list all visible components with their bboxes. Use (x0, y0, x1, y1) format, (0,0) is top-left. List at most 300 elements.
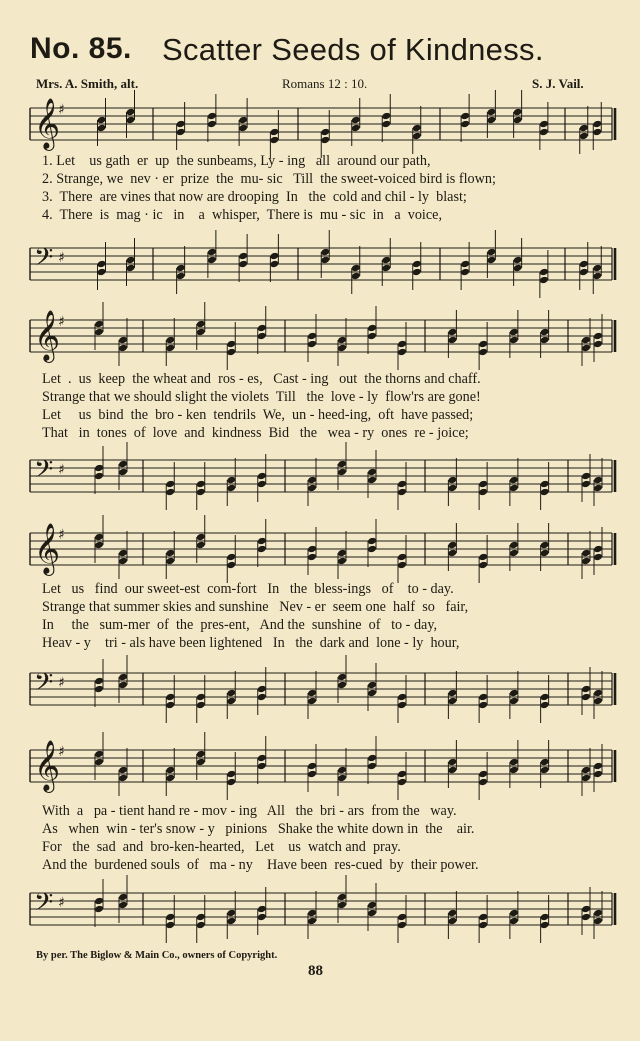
note-head-icon (478, 913, 488, 922)
note-head-icon (447, 484, 457, 493)
note-head-icon (540, 693, 550, 702)
note-head-icon (337, 901, 347, 910)
note-head-icon (478, 553, 488, 562)
note-head-icon (94, 897, 104, 906)
note-head-icon (196, 488, 206, 497)
sharp-icon: ♯ (58, 314, 65, 330)
note-head-icon (581, 774, 591, 783)
note-head-icon (351, 264, 361, 273)
bass-clef-icon: 𝄢 (34, 668, 54, 703)
note-head-icon (196, 480, 206, 489)
note-head-icon (478, 701, 488, 710)
note-head-icon (412, 124, 422, 133)
note-head-icon (118, 557, 128, 566)
note-head-icon (207, 120, 217, 129)
note-head-icon (447, 909, 457, 918)
bass-staff-1 (0, 240, 640, 290)
note-head-icon (118, 774, 128, 783)
note-head-icon (118, 901, 128, 910)
note-head-icon (593, 476, 603, 485)
lyric-line: In the sum-mer of the pres-ent, And the sunshine of to - day, (42, 617, 438, 633)
note-head-icon (94, 533, 104, 542)
note-head-icon (196, 758, 206, 767)
note-head-icon (337, 549, 347, 558)
note-head-icon (94, 905, 104, 914)
note-head-icon (509, 689, 519, 698)
note-head-icon (539, 120, 549, 129)
note-head-icon (257, 693, 267, 702)
note-head-icon (593, 545, 603, 554)
note-head-icon (238, 116, 248, 125)
note-head-icon (118, 766, 128, 775)
note-head-icon (196, 750, 206, 759)
note-head-icon (207, 256, 217, 265)
note-head-icon (269, 260, 279, 269)
note-head-icon (513, 256, 523, 265)
note-head-icon (165, 488, 175, 497)
note-head-icon (447, 328, 457, 337)
note-head-icon (367, 476, 377, 485)
note-head-icon (478, 770, 488, 779)
note-head-icon (581, 472, 591, 481)
note-head-icon (351, 116, 361, 125)
note-head-icon (118, 681, 128, 690)
sharp-icon: ♯ (58, 527, 65, 543)
note-head-icon (165, 921, 175, 930)
note-head-icon (126, 264, 136, 273)
note-head-icon (337, 336, 347, 345)
note-head-icon (539, 276, 549, 285)
note-head-icon (238, 252, 248, 261)
note-head-icon (196, 533, 206, 542)
note-head-icon (320, 248, 330, 257)
note-head-icon (581, 766, 591, 775)
lyric-line: That in tones of love and kindness Bid the wea - ry ones re - joice; (42, 425, 469, 441)
note-head-icon (579, 132, 589, 141)
note-head-icon (486, 108, 496, 117)
note-head-icon (539, 128, 549, 137)
note-head-icon (94, 464, 104, 473)
bass-staff-3 (0, 665, 640, 715)
note-head-icon (226, 561, 236, 570)
note-head-icon (397, 913, 407, 922)
note-head-icon (307, 484, 317, 493)
note-head-icon (581, 549, 591, 558)
author-credit: Mrs. A. Smith, alt. (36, 76, 139, 91)
note-head-icon (592, 272, 602, 281)
note-head-icon (257, 472, 267, 481)
lyric-line: 2. Strange, we nev · er prize the mu- sic Till the sweet-voiced bird is flown; (42, 171, 496, 187)
note-head-icon (367, 689, 377, 698)
note-head-icon (196, 541, 206, 550)
note-head-icon (509, 766, 519, 775)
note-head-icon (593, 909, 603, 918)
note-head-icon (269, 136, 279, 145)
lyric-line: Strange that we should slight the violets Till the love - ly flow'rs are gone! (42, 389, 481, 405)
note-head-icon (486, 116, 496, 125)
note-head-icon (307, 770, 317, 779)
note-head-icon (118, 460, 128, 469)
note-head-icon (126, 256, 136, 265)
note-head-icon (94, 541, 104, 550)
note-head-icon (592, 120, 602, 129)
note-head-icon (176, 272, 186, 281)
note-head-icon (307, 545, 317, 554)
hymn-title: Scatter Seeds of Kindness. (162, 32, 544, 67)
note-head-icon (513, 116, 523, 125)
note-head-icon (257, 913, 267, 922)
note-head-icon (307, 917, 317, 926)
note-head-icon (412, 268, 422, 277)
note-head-icon (257, 324, 267, 333)
note-head-icon (337, 673, 347, 682)
note-head-icon (581, 685, 591, 694)
note-head-icon (257, 905, 267, 914)
lyric-line: Let us bind the bro - ken tendrils We, un - heed-ing, oft have passed; (42, 407, 474, 423)
note-head-icon (226, 348, 236, 357)
hymn-number: No. 85. (30, 32, 132, 65)
note-head-icon (593, 484, 603, 493)
note-head-icon (381, 264, 391, 273)
note-head-icon (367, 545, 377, 554)
note-head-icon (397, 921, 407, 930)
note-head-icon (509, 758, 519, 767)
lyric-line: And the burdened souls of ma - ny Have been res-cued by their power. (42, 857, 479, 873)
note-head-icon (478, 348, 488, 357)
note-head-icon (540, 766, 550, 775)
sharp-icon: ♯ (58, 675, 65, 691)
note-head-icon (126, 116, 136, 125)
note-head-icon (94, 758, 104, 767)
note-head-icon (126, 108, 136, 117)
copyright-notice: By per. The Biglow & Main Co., owners of Copyright. (36, 950, 278, 961)
bass-staff-2 (0, 452, 640, 502)
bass-clef-icon: 𝄢 (34, 455, 54, 490)
note-head-icon (509, 549, 519, 558)
note-head-icon (579, 124, 589, 133)
note-head-icon (97, 260, 107, 269)
note-head-icon (196, 693, 206, 702)
note-head-icon (397, 561, 407, 570)
note-head-icon (337, 344, 347, 353)
lyric-line: As when win - ter's snow - y pinions Shake the white down in the air. (42, 821, 475, 837)
note-head-icon (337, 774, 347, 783)
note-head-icon (593, 689, 603, 698)
note-head-icon (337, 766, 347, 775)
note-head-icon (307, 697, 317, 706)
note-head-icon (367, 332, 377, 341)
note-head-icon (337, 893, 347, 902)
note-head-icon (593, 917, 603, 926)
note-head-icon (307, 340, 317, 349)
note-head-icon (257, 762, 267, 771)
note-head-icon (581, 693, 591, 702)
note-head-icon (540, 701, 550, 710)
note-head-icon (337, 468, 347, 477)
note-head-icon (478, 561, 488, 570)
bass-clef-icon: 𝄢 (34, 243, 54, 278)
note-head-icon (540, 541, 550, 550)
lyric-line: Let . us keep the wheat and ros - es, Cast - ing out the thorns and chaff. (42, 371, 481, 387)
note-head-icon (509, 541, 519, 550)
note-head-icon (351, 272, 361, 281)
note-head-icon (486, 248, 496, 257)
note-head-icon (97, 116, 107, 125)
note-head-icon (478, 340, 488, 349)
note-head-icon (165, 344, 175, 353)
note-head-icon (509, 328, 519, 337)
note-head-icon (257, 537, 267, 546)
note-head-icon (478, 921, 488, 930)
note-head-icon (320, 136, 330, 145)
note-head-icon (540, 480, 550, 489)
composer-credit: S. J. Vail. (532, 76, 584, 91)
note-head-icon (320, 256, 330, 265)
note-head-icon (367, 324, 377, 333)
note-head-icon (118, 344, 128, 353)
lyric-line: 4. There is mag · ic in a whisper, There is mu - sic in a voice, (42, 207, 442, 223)
note-head-icon (367, 537, 377, 546)
note-head-icon (238, 124, 248, 133)
note-head-icon (94, 320, 104, 329)
note-head-icon (165, 549, 175, 558)
note-head-icon (581, 336, 591, 345)
note-head-icon (118, 893, 128, 902)
note-head-icon (540, 328, 550, 337)
note-head-icon (460, 268, 470, 277)
note-head-icon (581, 344, 591, 353)
note-head-icon (207, 248, 217, 257)
note-head-icon (165, 693, 175, 702)
sharp-icon: ♯ (58, 744, 65, 760)
note-head-icon (257, 480, 267, 489)
note-head-icon (581, 905, 591, 914)
note-head-icon (397, 693, 407, 702)
note-head-icon (226, 553, 236, 562)
note-head-icon (165, 336, 175, 345)
bass-clef-icon: 𝄢 (34, 888, 54, 923)
note-head-icon (226, 689, 236, 698)
note-head-icon (94, 328, 104, 337)
note-head-icon (447, 336, 457, 345)
note-head-icon (581, 480, 591, 489)
note-head-icon (165, 557, 175, 566)
note-head-icon (269, 128, 279, 137)
note-head-icon (196, 913, 206, 922)
note-head-icon (257, 545, 267, 554)
note-head-icon (540, 758, 550, 767)
note-head-icon (165, 701, 175, 710)
bass-staff-4 (0, 885, 640, 935)
note-head-icon (320, 128, 330, 137)
treble-staff-2 (0, 312, 640, 362)
note-head-icon (196, 701, 206, 710)
note-head-icon (486, 256, 496, 265)
note-head-icon (226, 476, 236, 485)
note-head-icon (165, 774, 175, 783)
note-head-icon (397, 701, 407, 710)
note-head-icon (509, 917, 519, 926)
note-head-icon (381, 256, 391, 265)
note-head-icon (447, 766, 457, 775)
note-head-icon (540, 488, 550, 497)
note-head-icon (447, 697, 457, 706)
note-head-icon (381, 112, 391, 121)
note-head-icon (397, 488, 407, 497)
note-head-icon (94, 685, 104, 694)
note-head-icon (539, 268, 549, 277)
note-head-icon (176, 128, 186, 137)
treble-clef-icon: 𝄞 (34, 523, 61, 574)
note-head-icon (593, 697, 603, 706)
note-head-icon (118, 673, 128, 682)
sharp-icon: ♯ (58, 250, 65, 266)
note-head-icon (592, 128, 602, 137)
note-head-icon (509, 336, 519, 345)
note-head-icon (509, 476, 519, 485)
note-head-icon (207, 112, 217, 121)
note-head-icon (509, 909, 519, 918)
note-head-icon (447, 549, 457, 558)
note-head-icon (593, 340, 603, 349)
note-head-icon (165, 913, 175, 922)
note-head-icon (460, 260, 470, 269)
note-head-icon (412, 260, 422, 269)
note-head-icon (367, 754, 377, 763)
note-head-icon (460, 120, 470, 129)
lyric-line: Let us find our sweet-est com-fort In the bless-ings of to - day. (42, 581, 454, 597)
note-head-icon (367, 901, 377, 910)
note-head-icon (226, 917, 236, 926)
note-head-icon (478, 693, 488, 702)
note-head-icon (94, 750, 104, 759)
note-head-icon (593, 762, 603, 771)
note-head-icon (397, 348, 407, 357)
note-head-icon (226, 909, 236, 918)
note-head-icon (397, 778, 407, 787)
note-head-icon (540, 921, 550, 930)
note-head-icon (592, 264, 602, 273)
sharp-icon: ♯ (58, 895, 65, 911)
note-head-icon (97, 124, 107, 133)
note-head-icon (412, 132, 422, 141)
note-head-icon (307, 332, 317, 341)
note-head-icon (447, 476, 457, 485)
treble-staff-1 (0, 100, 640, 150)
note-head-icon (307, 553, 317, 562)
treble-clef-icon: 𝄞 (34, 310, 61, 361)
note-head-icon (351, 124, 361, 133)
note-head-icon (257, 332, 267, 341)
note-head-icon (478, 778, 488, 787)
note-head-icon (540, 336, 550, 345)
note-head-icon (307, 476, 317, 485)
note-head-icon (593, 770, 603, 779)
note-head-icon (447, 541, 457, 550)
note-head-icon (165, 766, 175, 775)
note-head-icon (307, 762, 317, 771)
note-head-icon (367, 909, 377, 918)
note-head-icon (94, 677, 104, 686)
note-head-icon (226, 340, 236, 349)
note-head-icon (460, 112, 470, 121)
note-head-icon (381, 120, 391, 129)
note-head-icon (367, 468, 377, 477)
treble-staff-3 (0, 525, 640, 575)
note-head-icon (579, 260, 589, 269)
lyric-line: 1. Let us gath er up the sunbeams, Ly - ing all around our path, (42, 153, 431, 169)
note-head-icon (307, 909, 317, 918)
note-head-icon (196, 328, 206, 337)
note-head-icon (226, 778, 236, 787)
note-head-icon (447, 917, 457, 926)
note-head-icon (165, 480, 175, 489)
note-head-icon (540, 549, 550, 558)
note-head-icon (118, 336, 128, 345)
note-head-icon (397, 480, 407, 489)
treble-clef-icon: 𝄞 (34, 98, 61, 149)
note-head-icon (478, 488, 488, 497)
note-head-icon (94, 472, 104, 481)
note-head-icon (269, 252, 279, 261)
note-head-icon (226, 484, 236, 493)
treble-clef-icon: 𝄞 (34, 740, 61, 791)
note-head-icon (540, 913, 550, 922)
page-number: 88 (308, 963, 323, 979)
note-head-icon (581, 913, 591, 922)
note-head-icon (118, 549, 128, 558)
note-head-icon (397, 340, 407, 349)
note-head-icon (176, 120, 186, 129)
note-head-icon (176, 264, 186, 273)
note-head-icon (447, 758, 457, 767)
note-head-icon (478, 480, 488, 489)
lyric-line: Heav - y tri - als have been lightened In the dark and lone - ly hour, (42, 635, 460, 651)
treble-staff-4 (0, 742, 640, 792)
scripture-reference: Romans 12 : 10. (282, 76, 368, 91)
note-head-icon (307, 689, 317, 698)
note-head-icon (196, 320, 206, 329)
note-head-icon (257, 685, 267, 694)
note-head-icon (337, 681, 347, 690)
sharp-icon: ♯ (58, 462, 65, 478)
note-head-icon (226, 770, 236, 779)
note-head-icon (257, 754, 267, 763)
note-head-icon (367, 681, 377, 690)
lyric-line: With a pa - tient hand re - mov - ing All the bri - ars from the way. (42, 803, 457, 819)
note-head-icon (509, 697, 519, 706)
note-head-icon (397, 553, 407, 562)
note-head-icon (593, 332, 603, 341)
note-head-icon (593, 553, 603, 562)
note-head-icon (196, 921, 206, 930)
note-head-icon (97, 268, 107, 277)
note-head-icon (337, 460, 347, 469)
note-head-icon (226, 697, 236, 706)
note-head-icon (581, 557, 591, 566)
note-head-icon (509, 484, 519, 493)
note-head-icon (397, 770, 407, 779)
note-head-icon (337, 557, 347, 566)
note-head-icon (118, 468, 128, 477)
note-head-icon (367, 762, 377, 771)
sharp-icon: ♯ (58, 102, 65, 118)
lyric-line: Strange that summer skies and sunshine Nev - er seem one half so fair, (42, 599, 469, 615)
note-head-icon (513, 108, 523, 117)
lyric-line: 3. There are vines that now are drooping In the cold and chil - ly blast; (42, 189, 467, 205)
lyric-line: For the sad and bro-ken-hearted, Let us watch and pray. (42, 839, 401, 855)
note-head-icon (447, 689, 457, 698)
